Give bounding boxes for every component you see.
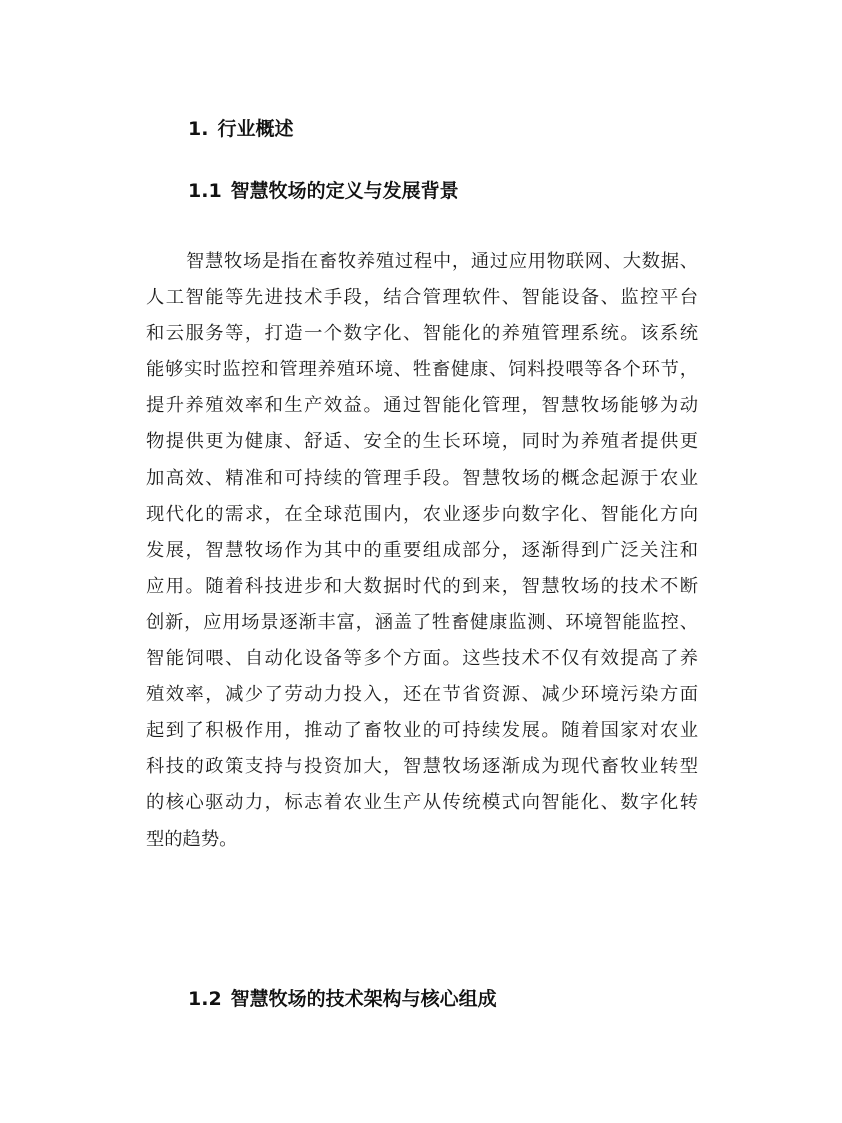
paragraph-line: 现代化的需求，在全球范围内，农业逐步向数字化、智能化方向 [146,503,698,525]
paragraph-line: 加高效、精准和可持续的管理手段。智慧牧场的概念起源于农业 [146,467,698,489]
paragraph-line: 人工智能等先进技术手段，结合管理软件、智能设备、监控平台 [146,287,698,309]
paragraph-line: 科技的政策支持与投资加大，智慧牧场逐渐成为现代畜牧业转型 [146,756,698,778]
heading-1 [188,116,293,142]
heading-1-1-title: 智慧牧场的定义与发展背景 [230,180,459,202]
section-1-1-paragraph [146,244,698,858]
paragraph-line: 起到了积极作用，推动了畜牧业的可持续发展。随着国家对农业 [146,720,698,742]
heading-1-2-title: 智慧牧场的技术架构与核心组成 [230,988,497,1010]
paragraph-line: 应用。随着科技进步和大数据时代的到来，智慧牧场的技术不断 [146,575,698,597]
heading-1-title: 行业概述 [217,118,294,140]
paragraph-line: 提升养殖效率和生产效益。通过智能化管理，智慧牧场能够为动 [146,395,698,417]
paragraph-line: 物提供更为健康、舒适、安全的生长环境，同时为养殖者提供更 [146,431,698,453]
paragraph-line: 和云服务等，打造一个数字化、智能化的养殖管理系统。该系统 [146,323,698,345]
heading-1-2 [188,986,497,1012]
paragraph-line: 智慧牧场是指在畜牧养殖过程中，通过应用物联网、大数据、 [186,251,698,272]
heading-1-2-number: 1.2 [188,988,222,1010]
paragraph-line: 能够实时监控和管理养殖环境、牲畜健康、饲料投喂等各个环节， [146,359,698,381]
heading-1-number: 1. [188,118,209,140]
paragraph-line: 型的趋势。 [146,828,238,850]
paragraph-line: 的核心驱动力，标志着农业生产从传统模式向智能化、数字化转 [146,792,698,814]
paragraph-line: 智能饲喂、自动化设备等多个方面。这些技术不仅有效提高了养 [146,648,698,670]
paragraph-line: 殖效率，减少了劳动力投入，还在节省资源、减少环境污染方面 [146,684,698,706]
paragraph-line: 发展，智慧牧场作为其中的重要组成部分，逐渐得到广泛关注和 [146,539,698,561]
paragraph-line: 创新，应用场景逐渐丰富，涵盖了牲畜健康监测、环境智能监控、 [146,611,698,633]
heading-1-1 [188,178,459,204]
heading-1-1-number: 1.1 [188,180,222,202]
